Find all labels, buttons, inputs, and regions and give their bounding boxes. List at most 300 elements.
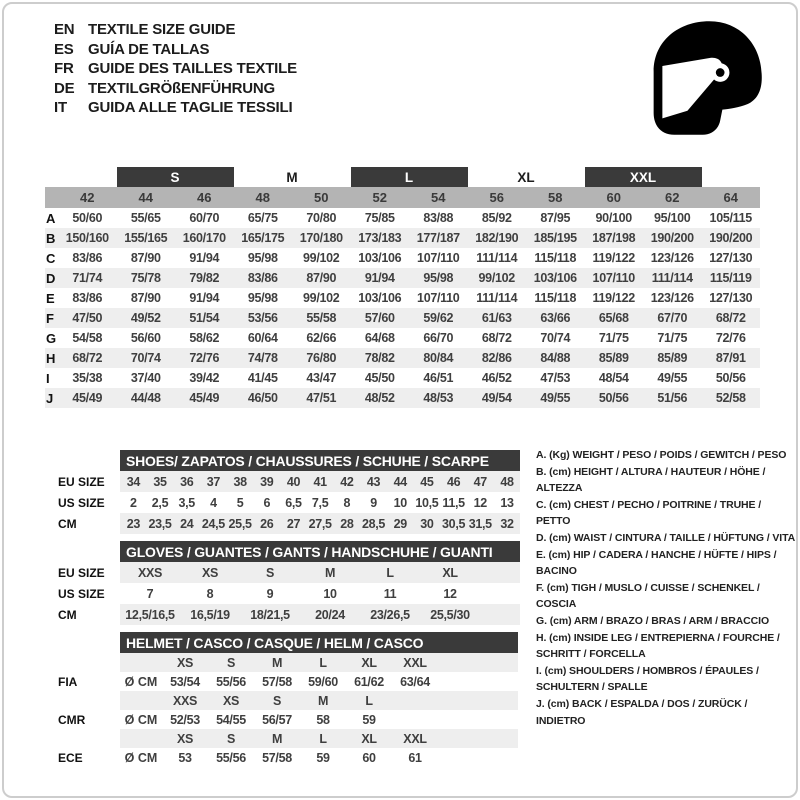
helmet-cell: XL [346, 653, 392, 672]
size-value-cell: 107/110 [417, 291, 460, 305]
helmet-cell: 56/57 [262, 712, 292, 727]
shoes-cell: 6,5 [285, 495, 302, 510]
size-value-cell: 60/64 [247, 331, 278, 345]
language-code: EN [54, 21, 75, 39]
size-value-cell: 85/92 [481, 211, 512, 225]
guide-title: GUÍA DE TALLAS [88, 40, 210, 58]
size-value-cell: 48/54 [598, 371, 629, 385]
shoes-cell: 23 [120, 513, 147, 534]
shoes-cell: 25,5 [227, 513, 254, 534]
helmet-cell: 61 [408, 750, 422, 765]
shoes-cell: 10 [393, 495, 407, 510]
helmet-cell: L [300, 653, 346, 672]
measure-row-letter: A [46, 210, 56, 226]
gloves-cell: 25,5/30 [420, 604, 480, 625]
language-title-list [54, 20, 297, 118]
measure-row-letter: I [46, 370, 50, 386]
helmet-cell [392, 691, 438, 710]
helmet-cell: S [208, 653, 254, 672]
guide-title: TEXTILGRÖßENFÜHRUNG [88, 79, 276, 97]
helmet-cell: S [208, 729, 254, 748]
size-value-cell: 74/78 [234, 348, 293, 368]
size-column-header: 54 [409, 187, 468, 208]
size-value-cell: 91/94 [189, 251, 220, 265]
language-row [54, 98, 297, 118]
helmet-row-label: CMR [58, 712, 86, 727]
size-column-header: 56 [468, 187, 527, 208]
size-column-header: 42 [58, 187, 117, 208]
helmet-cell: XL [346, 729, 392, 748]
size-value-cell: 49/52 [117, 308, 176, 328]
shoes-cell: 13 [500, 495, 514, 510]
shoes-cell: 45 [414, 471, 441, 492]
size-value-cell: 82/86 [468, 348, 527, 368]
size-value-cell: 71/75 [657, 331, 688, 345]
helmet-cell: M [254, 729, 300, 748]
gloves-filler [480, 583, 520, 604]
measurement-legend-item: A. (Kg) WEIGHT / PESO / POIDS / GEWITCH / PESO [536, 449, 787, 461]
shoes-cell: 7,5 [311, 495, 329, 510]
shoes-cell: 24,5 [200, 513, 227, 534]
gloves-row-label: CM [58, 607, 77, 622]
shoes-cell: 27 [280, 513, 307, 534]
diameter-cm-label [120, 653, 162, 672]
size-value-cell: 55/65 [130, 211, 161, 225]
helmet-cell: S [254, 691, 300, 710]
size-value-cell: 50/60 [72, 211, 103, 225]
size-value-cell: 115/119 [702, 268, 761, 288]
size-value-cell: 35/38 [72, 371, 103, 385]
shoes-cell: 23,5 [147, 513, 174, 534]
gloves-row-label: EU SIZE [58, 565, 105, 580]
gloves-cell: XL [420, 562, 480, 583]
shoes-row-label: CM [58, 516, 77, 531]
language-row [54, 59, 297, 79]
measure-row-letter: H [45, 348, 58, 368]
guide-title: TEXTILE SIZE GUIDE [88, 21, 236, 39]
size-value-cell: 99/102 [303, 251, 340, 265]
helmet-row-label [58, 691, 120, 710]
helmet-cell: 55/56 [216, 750, 246, 765]
size-value-cell: 45/49 [58, 388, 117, 408]
size-value-cell: 67/70 [643, 308, 702, 328]
size-value-cell: 76/80 [292, 348, 351, 368]
size-value-cell: 49/55 [657, 371, 688, 385]
language-code: DE [54, 79, 75, 97]
diameter-cm-label: Ø CM [124, 674, 158, 689]
size-value-cell: 85/89 [643, 348, 702, 368]
size-value-cell: 43/47 [306, 371, 337, 385]
helmet-cell: XXS [162, 691, 208, 710]
measurement-legend-item: E. (cm) HIP / CADERA / HANCHE / HÜFTE / HIPS / BACINO [536, 548, 777, 578]
helmet-cell: XS [208, 691, 254, 710]
size-value-cell: 60/70 [189, 211, 220, 225]
helmet-row-label: ECE [58, 750, 83, 765]
shoes-cell: 30,5 [440, 513, 467, 534]
size-value-cell: 72/76 [715, 331, 746, 345]
size-value-cell: 123/126 [650, 291, 694, 305]
helmet-cell: XS [162, 653, 208, 672]
size-value-cell: 45/50 [364, 371, 395, 385]
size-value-cell: 48/53 [409, 388, 468, 408]
shoes-cell: 26 [253, 513, 280, 534]
helmet-filler [438, 653, 518, 672]
shoes-cell: 40 [280, 471, 307, 492]
size-value-cell: 103/106 [358, 291, 402, 305]
measurement-legend-item: C. (cm) CHEST / PECHO / POITRINE / TRUHE / PETTO [536, 498, 762, 528]
size-value-cell: 68/72 [702, 308, 761, 328]
size-column-header: 62 [643, 187, 702, 208]
size-value-cell: 115/118 [534, 251, 577, 265]
size-value-cell: 83/86 [72, 291, 103, 305]
measure-row-letter: J [45, 388, 58, 408]
language-code: ES [54, 40, 74, 58]
helmet-row-label [58, 653, 120, 672]
size-value-cell: 54/58 [72, 331, 103, 345]
size-value-cell: 95/98 [247, 251, 278, 265]
size-value-cell: 68/72 [58, 348, 117, 368]
helmet-filler [438, 748, 518, 767]
size-value-cell: 182/190 [468, 228, 527, 248]
shoes-cell: 44 [387, 471, 414, 492]
size-value-cell: 185/195 [526, 228, 585, 248]
size-value-cell: 70/74 [117, 348, 176, 368]
size-value-cell: 119/122 [592, 291, 635, 305]
size-value-cell: 46/52 [481, 371, 512, 385]
language-row [54, 40, 297, 60]
size-value-cell: 50/56 [715, 371, 746, 385]
size-value-cell: 64/68 [364, 331, 395, 345]
gloves-cell: XS [180, 562, 240, 583]
size-value-cell: 103/106 [358, 251, 402, 265]
helmet-cell: 53/54 [170, 674, 200, 689]
size-value-cell: 66/70 [423, 331, 454, 345]
size-value-cell: 51/56 [643, 388, 702, 408]
measurement-legend-item: B. (cm) HEIGHT / ALTURA / HAUTEUR / HÖHE / ALTEZZA [536, 465, 766, 495]
shoes-cell: 2 [130, 495, 137, 510]
language-code: IT [54, 99, 67, 117]
size-value-cell: 127/130 [709, 251, 753, 265]
size-value-cell: 65/68 [585, 308, 644, 328]
shoes-cell: 28,5 [360, 513, 387, 534]
shoes-cell: 41 [307, 471, 334, 492]
size-value-cell: 70/74 [540, 331, 571, 345]
helmet-cell: M [254, 653, 300, 672]
size-value-cell: 83/86 [72, 251, 103, 265]
measurement-legend-item: H. (cm) INSIDE LEG / ENTREPIERNA / FOURCHE / SCHRITT / FORCELLA [536, 631, 780, 661]
guide-title: GUIDA ALLE TAGLIE TESSILI [88, 99, 293, 117]
gloves-cell: 10 [323, 586, 337, 601]
helmet-cell: 54/55 [216, 712, 246, 727]
diameter-cm-label: Ø CM [124, 712, 158, 727]
size-value-cell: 62/66 [306, 331, 337, 345]
size-value-cell: 37/40 [130, 371, 161, 385]
size-value-cell: 150/160 [58, 228, 117, 248]
gloves-cell: 11 [383, 586, 397, 601]
measure-row-letter: B [45, 228, 58, 248]
size-value-cell: 190/200 [702, 228, 761, 248]
helmet-cell: 58 [316, 712, 330, 727]
size-value-cell: 44/48 [117, 388, 176, 408]
shoes-cell: 9 [370, 495, 377, 510]
gloves-cell: S [240, 562, 300, 583]
size-value-cell: 59/62 [409, 308, 468, 328]
gloves-cell: 18/21,5 [240, 604, 300, 625]
size-value-cell: 45/49 [175, 388, 234, 408]
size-value-cell: 79/82 [175, 268, 234, 288]
size-value-cell: 72/76 [175, 348, 234, 368]
gloves-cell: M [300, 562, 360, 583]
size-value-cell: 99/102 [468, 268, 527, 288]
size-band-xxl: XXL [585, 167, 702, 187]
helmet-cell: XS [162, 729, 208, 748]
helmet-cell [392, 710, 438, 729]
shoes-size-table [58, 450, 520, 534]
measure-row-letter: F [45, 308, 58, 328]
size-value-cell: 119/122 [592, 251, 635, 265]
size-value-cell: 177/187 [409, 228, 468, 248]
helmet-header: HELMET / CASCO / CASQUE / HELM / CASCO [120, 632, 518, 653]
size-column-header: 64 [702, 187, 761, 208]
size-value-cell: 99/102 [303, 291, 340, 305]
helmet-cell: XXL [392, 653, 438, 672]
shoes-cell: 35 [147, 471, 174, 492]
gloves-cell: 12 [443, 586, 457, 601]
shoes-cell: 46 [440, 471, 467, 492]
helmet-filler [438, 691, 518, 710]
size-value-cell: 115/118 [534, 291, 577, 305]
shoes-cell: 32 [494, 513, 521, 534]
shoes-row-label: EU SIZE [58, 474, 105, 489]
size-value-cell: 107/110 [417, 251, 460, 265]
shoes-cell: 24 [173, 513, 200, 534]
shoes-cell: 12 [473, 495, 487, 510]
measurement-legend [536, 447, 798, 729]
size-value-cell: 90/100 [595, 211, 632, 225]
shoes-cell: 2,5 [151, 495, 169, 510]
shoes-cell: 11,5 [442, 495, 465, 510]
language-row [54, 79, 297, 99]
size-value-cell: 46/50 [234, 388, 293, 408]
size-value-cell: 173/183 [351, 228, 410, 248]
size-value-cell: 155/165 [117, 228, 176, 248]
shoes-cell: 10,5 [415, 495, 439, 510]
shoes-cell: 3,5 [178, 495, 195, 510]
helmet-cell: 59/60 [308, 674, 338, 689]
size-column-header: 52 [351, 187, 410, 208]
helmet-cell: 63/64 [400, 674, 430, 689]
helmet-cell: L [346, 691, 392, 710]
shoes-cell: 4 [210, 495, 217, 510]
helmet-cell: 59 [362, 712, 376, 727]
gloves-cell: L [360, 562, 420, 583]
size-band-m: M [286, 169, 298, 185]
helmet-cell: 59 [316, 750, 330, 765]
diameter-cm-label [120, 729, 162, 748]
helmet-filler [438, 729, 518, 748]
shoes-cell: 27,5 [307, 513, 334, 534]
helmet-cell: 61/62 [354, 674, 384, 689]
measure-row-letter: C [46, 250, 56, 266]
size-column-header: 50 [292, 187, 351, 208]
size-value-cell: 170/180 [292, 228, 351, 248]
diameter-cm-label: Ø CM [124, 750, 158, 765]
gloves-cell: XXS [120, 562, 180, 583]
measure-row-letter: G [46, 330, 57, 346]
size-value-cell: 87/90 [292, 268, 351, 288]
size-column-header: 48 [234, 187, 293, 208]
shoes-cell: 47 [467, 471, 494, 492]
helmet-cell: 53 [178, 750, 192, 765]
size-value-cell: 47/50 [58, 308, 117, 328]
shoes-cell: 36 [173, 471, 200, 492]
size-value-cell: 51/54 [175, 308, 234, 328]
guide-title: GUIDE DES TAILLES TEXTILE [88, 60, 297, 78]
measurement-legend-item: J. (cm) BACK / ESPALDA / DOS / ZURÜCK / INDIETRO [536, 697, 748, 727]
gloves-cell: 7 [146, 586, 154, 601]
size-value-cell: 83/88 [423, 211, 454, 225]
size-value-cell: 87/90 [130, 251, 161, 265]
size-value-cell: 91/94 [189, 291, 220, 305]
size-value-cell: 75/85 [364, 211, 395, 225]
size-header-spacer [45, 187, 58, 208]
size-value-cell: 95/100 [654, 211, 691, 225]
size-value-cell: 58/62 [189, 331, 220, 345]
size-value-cell: 190/200 [643, 228, 702, 248]
size-value-cell: 80/84 [409, 348, 468, 368]
shoes-cell: 31,5 [467, 513, 494, 534]
size-value-cell: 41/45 [247, 371, 278, 385]
size-value-cell: 52/58 [702, 388, 761, 408]
helmet-filler [438, 672, 518, 691]
measure-row-letter: E [46, 290, 55, 306]
size-value-cell: 85/89 [585, 348, 644, 368]
size-value-cell: 48/52 [351, 388, 410, 408]
shoes-cell: 29 [387, 513, 414, 534]
gloves-row-label: US SIZE [58, 586, 105, 601]
size-value-cell: 46/51 [423, 371, 454, 385]
gloves-cell: 20/24 [300, 604, 360, 625]
size-value-cell: 65/75 [247, 211, 278, 225]
size-value-cell: 127/130 [709, 291, 753, 305]
helmet-cell: 57/58 [262, 674, 292, 689]
textile-size-table [45, 167, 760, 408]
size-value-cell: 49/54 [468, 388, 527, 408]
size-value-cell: 39/42 [189, 371, 220, 385]
helmet-row-label: FIA [58, 674, 78, 689]
shoes-cell: 48 [494, 471, 521, 492]
size-value-cell: 53/56 [234, 308, 293, 328]
size-value-cell: 87/91 [702, 348, 761, 368]
gloves-cell: 9 [266, 586, 274, 601]
size-value-cell: 165/175 [234, 228, 293, 248]
size-value-cell: 105/115 [709, 211, 752, 225]
shoes-cell: 34 [120, 471, 147, 492]
size-value-cell: 49/55 [526, 388, 585, 408]
size-value-cell: 111/114 [643, 268, 702, 288]
gloves-cell: 8 [206, 586, 214, 601]
shoes-cell: 39 [253, 471, 280, 492]
gloves-size-table [58, 541, 520, 625]
shoes-cell: 30 [414, 513, 441, 534]
size-band-xl: XL [517, 169, 535, 185]
size-value-cell: 83/86 [234, 268, 293, 288]
size-value-cell: 50/56 [585, 388, 644, 408]
size-value-cell: 111/114 [476, 291, 518, 305]
shoes-cell: 6 [263, 495, 271, 510]
measurement-legend-item: I. (cm) SHOULDERS / HOMBROS / ÉPAULES / SCHULTERN / SPALLE [536, 664, 759, 694]
helmet-cell: 55/56 [216, 674, 246, 689]
gloves-cell: 16,5/19 [180, 604, 240, 625]
size-value-cell: 87/95 [540, 211, 571, 225]
measurement-legend-item: D. (cm) WAIST / CINTURA / TAILLE / HÜFTUNG / VITA [536, 531, 796, 544]
size-value-cell: 78/82 [351, 348, 410, 368]
size-value-cell: 160/170 [175, 228, 234, 248]
size-value-cell: 68/72 [481, 331, 512, 345]
diameter-cm-label [120, 691, 162, 710]
size-value-cell: 95/98 [409, 268, 468, 288]
helmet-size-table [58, 632, 518, 767]
measurement-legend-item: F. (cm) TIGH / MUSLO / CUISSE / SCHENKEL / COSCIA [536, 581, 760, 611]
size-column-header: 58 [526, 187, 585, 208]
gloves-cell: 23/26,5 [360, 604, 420, 625]
size-value-cell: 84/88 [526, 348, 585, 368]
shoes-cell: 8 [343, 495, 351, 510]
shoes-header: SHOES/ ZAPATOS / CHAUSSURES / SCHUHE / SCARPE [120, 450, 520, 471]
shoes-cell: 28 [334, 513, 361, 534]
size-band-l: L [351, 167, 468, 187]
size-value-cell: 87/90 [130, 291, 161, 305]
language-row [54, 20, 297, 40]
gloves-header: GLOVES / GUANTES / GANTS / HANDSCHUHE / GUANTI [120, 541, 520, 562]
size-column-header: 60 [585, 187, 644, 208]
size-value-cell: 75/78 [117, 268, 176, 288]
size-column-header: 46 [175, 187, 234, 208]
shoes-cell: 38 [227, 471, 254, 492]
shoes-row-label: US SIZE [58, 495, 105, 510]
size-value-cell: 47/53 [540, 371, 571, 385]
helmet-cell: L [300, 729, 346, 748]
size-column-header: 44 [117, 187, 176, 208]
size-value-cell: 47/51 [292, 388, 351, 408]
helmet-filler [438, 710, 518, 729]
size-value-cell: 187/198 [585, 228, 644, 248]
size-value-cell: 95/98 [247, 291, 278, 305]
helmet-cell: 57/58 [262, 750, 292, 765]
shoes-cell: 37 [200, 471, 227, 492]
size-value-cell: 70/80 [306, 211, 337, 225]
helmet-cell: 60 [362, 750, 376, 765]
size-value-cell: 63/66 [526, 308, 585, 328]
shoes-cell: 5 [236, 495, 244, 510]
size-value-cell: 71/75 [598, 331, 629, 345]
size-band-s: S [117, 167, 234, 187]
helmet-icon [646, 18, 766, 138]
size-value-cell: 91/94 [351, 268, 410, 288]
size-value-cell: 56/60 [130, 331, 161, 345]
helmet-cell: 52/53 [170, 712, 200, 727]
gloves-filler [480, 562, 520, 583]
helmet-row-label [58, 729, 120, 748]
language-code: FR [54, 60, 74, 78]
size-value-cell: 103/106 [526, 268, 585, 288]
size-value-cell: 71/74 [58, 268, 117, 288]
size-value-cell: 61/63 [468, 308, 527, 328]
size-value-cell: 123/126 [650, 251, 694, 265]
size-value-cell: 55/58 [292, 308, 351, 328]
measure-row-letter: D [45, 268, 58, 288]
size-value-cell: 107/110 [585, 268, 644, 288]
